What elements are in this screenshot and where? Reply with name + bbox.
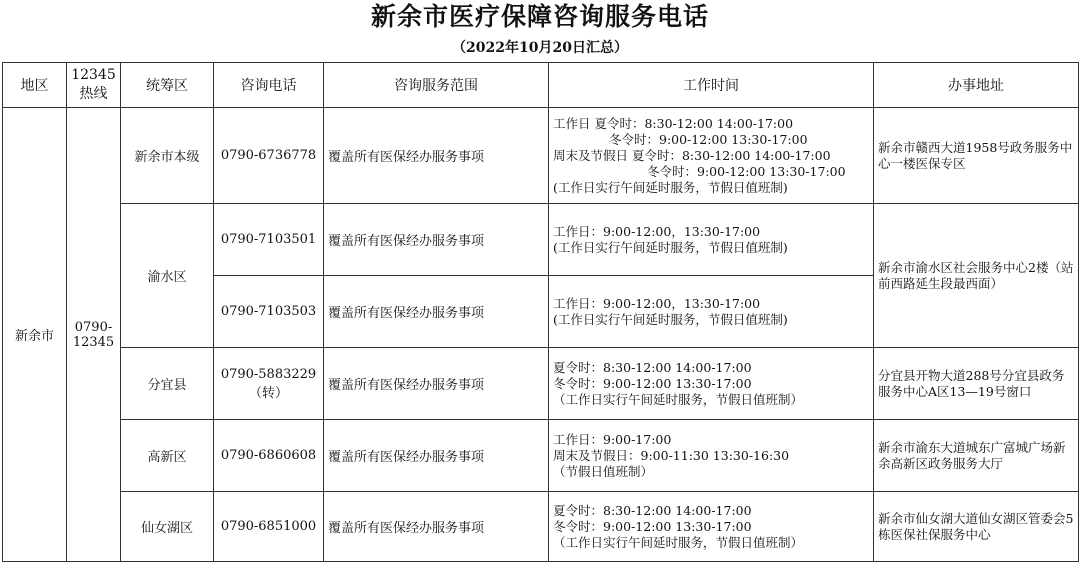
- phone-cell: 0790-6860608: [214, 420, 324, 492]
- phone-cell: 0790-7103503: [214, 276, 324, 348]
- hours-cell: [549, 276, 874, 348]
- scope-cell: 覆盖所有医保经办服务事项: [324, 492, 549, 562]
- hours-line: 冬令时：9:00-12:00 13:30-17:00: [647, 163, 846, 179]
- district-cell: 分宜县: [121, 348, 214, 420]
- table-row: [3, 420, 1079, 492]
- hotline-table: [2, 62, 1079, 562]
- phone-cell: 0790-6851000: [214, 492, 324, 562]
- header-scope: 咨询服务范围: [324, 63, 549, 108]
- hours-cell: [549, 108, 874, 204]
- hours-line: 工作日 夏令时：8:30-12:00 14:00-17:00: [553, 115, 794, 131]
- hours-line: 冬令时：9:00-12:00 13:30-17:00: [553, 375, 752, 391]
- hours-line: 工作日：9:00-12:00，13:30-17:00: [553, 223, 761, 239]
- address-cell: 新余市渝东大道城东广富城广场新余高新区政务服务大厅: [874, 420, 1079, 492]
- hours-line: （工作日实行午间延时服务，节假日值班制）: [553, 391, 804, 407]
- phone-line2: （转）: [248, 385, 288, 401]
- hours-line: (工作日实行午间延时服务，节假日值班制): [553, 311, 788, 327]
- hours-line: (工作日实行午间延时服务，节假日值班制): [553, 239, 788, 255]
- table-row: [3, 108, 1079, 204]
- table-header-row: [3, 63, 1079, 108]
- district-cell: 高新区: [121, 420, 214, 492]
- header-phone: 咨询电话: [214, 63, 324, 108]
- scope-cell: 覆盖所有医保经办服务事项: [324, 108, 549, 204]
- hours-line: 工作日：9:00-17:00: [553, 431, 672, 447]
- address-cell: 新余市赣西大道1958号政务服务中心一楼医保专区: [874, 108, 1079, 204]
- table-row: [3, 348, 1079, 420]
- hours-cell: [549, 492, 874, 562]
- scope-cell: 覆盖所有医保经办服务事项: [324, 348, 549, 420]
- hours-line: 工作日：9:00-12:00，13:30-17:00: [553, 295, 761, 311]
- district-cell: 仙女湖区: [121, 492, 214, 562]
- header-hotline: [67, 63, 121, 108]
- region-cell: 新余市: [3, 108, 67, 562]
- phone-line1: 0790-5883229: [220, 366, 317, 382]
- address-cell: 新余市仙女湖大道仙女湖区管委会5栋医保社保服务中心: [874, 492, 1079, 562]
- table-row: [3, 204, 1079, 276]
- scope-cell: 覆盖所有医保经办服务事项: [324, 420, 549, 492]
- page-subtitle: （2022年10月20日汇总）: [452, 40, 628, 56]
- hotline-cell: [67, 108, 121, 562]
- hours-line: (工作日实行午间延时服务，节假日值班制): [553, 179, 788, 195]
- hours-line: 夏令时：8:30-12:00 14:00-17:00: [553, 359, 752, 375]
- hotline-line2: 12345: [72, 334, 115, 350]
- phone-cell: 0790-7103501: [214, 204, 324, 276]
- hours-cell: [549, 204, 874, 276]
- page-title: 新余市医疗保障咨询服务电话: [370, 2, 709, 31]
- hours-line: 夏令时：8:30-12:00 14:00-17:00: [553, 502, 752, 518]
- hours-line: 冬令时：9:00-12:00 13:30-17:00: [553, 518, 752, 534]
- address-cell: 新余市渝水区社会服务中心2楼（站前西路延生段最西面）: [874, 204, 1079, 348]
- header-region: 地区: [3, 63, 67, 108]
- header-hours: 工作时间: [549, 63, 874, 108]
- hours-cell: [549, 420, 874, 492]
- phone-cell: [214, 348, 324, 420]
- header-hotline-line2: 热线: [79, 86, 108, 102]
- header-address: 办事地址: [874, 63, 1079, 108]
- phone-cell: 0790-6736778: [214, 108, 324, 204]
- hours-line: （工作日实行午间延时服务，节假日值班制）: [553, 534, 804, 550]
- hours-line: （节假日值班制）: [553, 463, 654, 479]
- address-cell: 分宜县开物大道288号分宜县政务服务中心A区13—19号窗口: [874, 348, 1079, 420]
- header-hotline-line1: 12345: [71, 67, 116, 83]
- table-row: [3, 492, 1079, 562]
- district-cell: 渝水区: [121, 204, 214, 348]
- hours-cell: [549, 348, 874, 420]
- hours-line: 周末及节假日 夏令时：8:30-12:00 14:00-17:00: [553, 147, 831, 163]
- hours-line: 周末及节假日：9:00-11:30 13:30-16:30: [553, 447, 790, 463]
- district-cell: 新余市本级: [121, 108, 214, 204]
- scope-cell: 覆盖所有医保经办服务事项: [324, 276, 549, 348]
- hotline-line1: 0790-: [74, 319, 113, 335]
- hours-line: 冬令时：9:00-12:00 13:30-17:00: [609, 131, 808, 147]
- header-district: 统筹区: [121, 63, 214, 108]
- scope-cell: 覆盖所有医保经办服务事项: [324, 204, 549, 276]
